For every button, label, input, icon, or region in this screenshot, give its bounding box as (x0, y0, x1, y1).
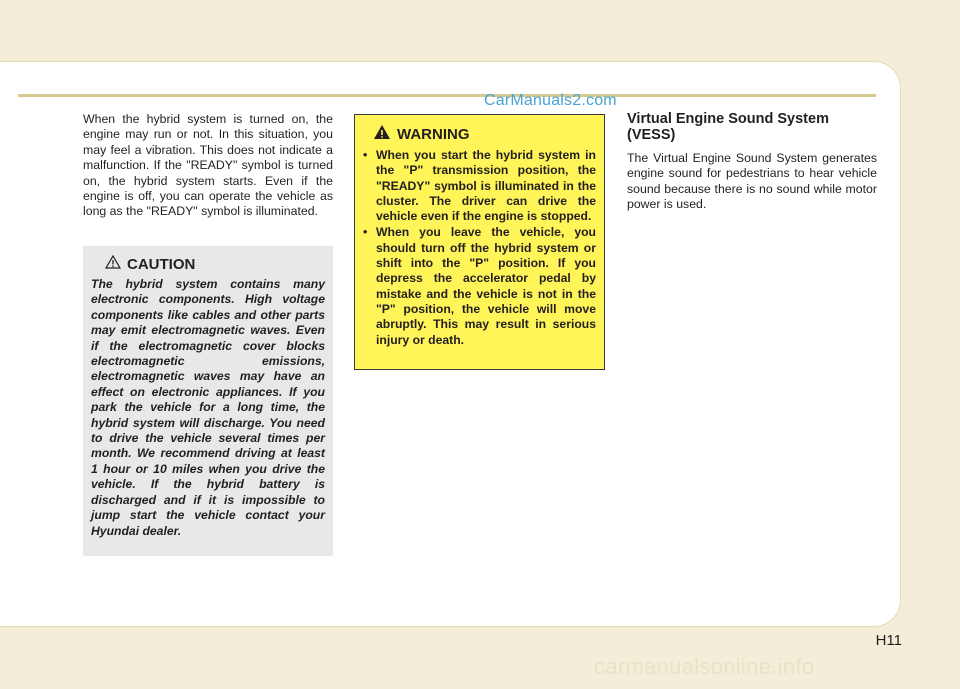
caution-header (105, 254, 325, 274)
warning-item (363, 225, 596, 347)
warning-item (363, 148, 596, 224)
bullet-icon: • (363, 148, 368, 162)
caution-triangle-icon (105, 255, 127, 273)
vess-paragraph: The Virtual Engine Sound System generates engine sound for pedestrians to hear vehicle sound because there is no sound while motor power is used. (627, 151, 877, 212)
page-number: H11 (875, 632, 902, 649)
warning-item-text: When you leave the vehicle, you should turn off the hybrid system or shift into the "P" position. If you depress the accelerator pedal by mistake and the vehicle is not in the "P" position, the vehicle will move abruptly. This may result in serious injury or death. (376, 225, 596, 347)
bullet-icon: • (363, 225, 368, 240)
footer-watermark[interactable]: carmanualsonline.info (594, 654, 815, 679)
vess-heading: Virtual Engine Sound System (VESS) (627, 111, 829, 143)
caution-box (83, 246, 333, 556)
intro-paragraph: When the hybrid system is turned on, the engine may run or not. In this situation, you may feel a vibration. This does not indicate a malfunction. If the "READY" symbol is turned on, the hybrid system starts. Even if the engine is off, you can operate the vehicle as long as the "READY" symbol is illuminated. (83, 112, 333, 219)
warning-header (373, 124, 596, 144)
warning-box (354, 114, 605, 370)
warning-title: WARNING (397, 125, 470, 143)
warning-item-text: When you start the hybrid system in the "P" transmission position, the "READY" symbol is illuminated in the cluster. The driver can drive the vehicle even if the engine is stopped. (376, 148, 596, 224)
caution-title: CAUTION (127, 255, 196, 273)
header-rule (18, 94, 876, 97)
header-watermark[interactable]: CarManuals2.com (484, 92, 617, 109)
caution-body: The hybrid system contains many electronic components. High voltage components like cables and other parts may emit electromagnetic waves. Even if the electromagnetic cover blocks electromagnetic emissions, electromagnetic waves may have an effect on electronic appliances. If you park the vehicle for a long time, the hybrid system will discharge. You need to drive the vehicle several times per month. We recommend driving at least 1 hour or 10 miles when you drive the vehicle. If the hybrid battery is discharged and if it is impossible to jump start the vehicle contact your Hyundai dealer. (91, 277, 325, 538)
warning-list (363, 148, 596, 348)
warning-triangle-icon (373, 124, 397, 144)
